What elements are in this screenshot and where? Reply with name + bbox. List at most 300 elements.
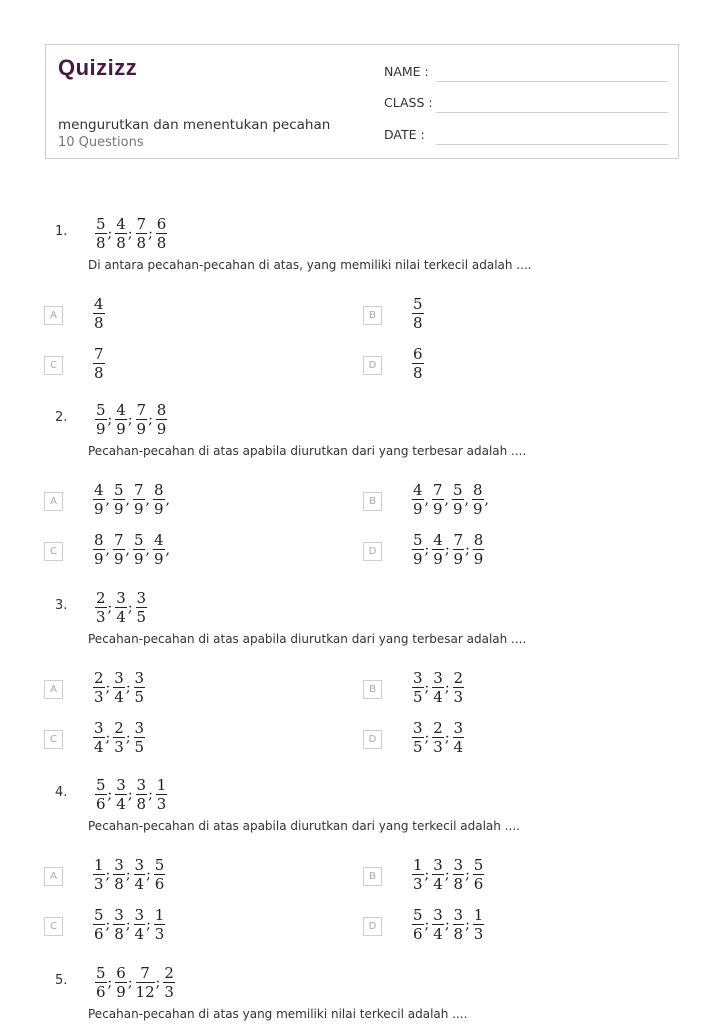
question-count: 10 Questions <box>58 135 144 150</box>
numerator: 3 <box>114 669 124 687</box>
fraction <box>95 965 107 1000</box>
numerator: 1 <box>94 856 104 874</box>
fraction <box>432 482 444 517</box>
fraction <box>93 857 105 892</box>
denominator: 3 <box>94 688 104 706</box>
question-number: 2. <box>55 410 68 425</box>
fraction <box>453 532 465 567</box>
fraction <box>412 346 424 381</box>
denominator: 9 <box>453 500 463 518</box>
denominator: 4 <box>134 925 145 943</box>
fraction <box>154 857 166 892</box>
denominator: 8 <box>116 234 126 252</box>
denominator: 6 <box>154 875 165 893</box>
fraction <box>113 482 125 517</box>
numerator: 1 <box>154 906 165 924</box>
option-a-content <box>93 296 105 331</box>
fraction <box>432 907 444 942</box>
fraction <box>93 482 105 517</box>
fraction-sequence <box>95 590 147 625</box>
numerator: 4 <box>94 295 104 313</box>
fraction <box>412 720 424 755</box>
denominator: 8 <box>453 925 464 943</box>
denominator: 9 <box>134 550 144 568</box>
worksheet-title: mengurutkan dan menentukan pecahan <box>58 117 331 133</box>
fraction <box>136 216 148 251</box>
denominator: 8 <box>114 875 124 893</box>
denominator: 9 <box>413 550 423 568</box>
separator: ; <box>105 867 111 883</box>
separator: ; <box>105 917 111 933</box>
fraction <box>432 532 444 567</box>
fraction <box>452 482 464 517</box>
numerator: 7 <box>136 401 147 419</box>
numerator: 7 <box>453 531 464 549</box>
quizizz-logo: Quizizz <box>58 55 138 80</box>
denominator: 4 <box>134 875 145 893</box>
option-d-content <box>412 532 484 567</box>
denominator: 8 <box>136 795 147 813</box>
numerator: 3 <box>453 856 464 874</box>
denominator: 8 <box>114 925 124 943</box>
separator: , <box>484 492 489 508</box>
fraction <box>136 965 155 1000</box>
date-label: DATE : <box>384 127 425 142</box>
numerator: 3 <box>413 669 423 687</box>
numerator: 3 <box>134 906 145 924</box>
numerator: 3 <box>114 856 124 874</box>
denominator: 3 <box>156 795 167 813</box>
separator: ; <box>465 917 470 933</box>
fraction <box>412 482 424 517</box>
denominator: 4 <box>433 875 443 893</box>
separator: ; <box>424 917 430 933</box>
separator: ; <box>127 600 133 616</box>
numerator: 4 <box>413 481 423 499</box>
numerator: 3 <box>433 669 443 687</box>
numerator: 8 <box>154 481 164 499</box>
denominator: 3 <box>94 875 104 893</box>
numerator: 2 <box>96 589 106 607</box>
option-c-box[interactable]: C <box>44 542 63 561</box>
name-label: NAME : <box>384 64 429 79</box>
denominator: 4 <box>433 925 443 943</box>
numerator: 8 <box>473 481 483 499</box>
separator: ; <box>107 226 113 242</box>
separator: , <box>105 542 110 558</box>
separator: ; <box>146 867 151 883</box>
fraction <box>156 402 168 437</box>
fraction-sequence <box>95 216 167 251</box>
denominator: 3 <box>114 738 124 756</box>
separator: ; <box>465 542 470 558</box>
denominator: 3 <box>413 875 423 893</box>
numerator: 3 <box>433 856 443 874</box>
numerator: 5 <box>94 906 104 924</box>
separator: ; <box>107 787 113 803</box>
fraction <box>93 296 105 331</box>
denominator: 9 <box>94 550 104 568</box>
numerator: 1 <box>156 776 167 794</box>
numerator: 5 <box>96 964 106 982</box>
numerator: 3 <box>116 589 126 607</box>
separator: ; <box>127 975 133 991</box>
question-number: 3. <box>55 598 68 613</box>
fraction <box>95 216 107 251</box>
fraction <box>113 670 125 705</box>
denominator: 6 <box>96 795 106 813</box>
separator: ; <box>107 600 113 616</box>
fraction <box>113 907 125 942</box>
numerator: 3 <box>453 906 464 924</box>
numerator: 4 <box>116 215 126 233</box>
separator: ; <box>465 867 470 883</box>
separator: ; <box>105 680 111 696</box>
fraction-sequence <box>95 777 167 812</box>
denominator: 9 <box>156 420 167 438</box>
fraction <box>136 590 148 625</box>
fraction <box>472 482 484 517</box>
denominator: 3 <box>473 925 484 943</box>
numerator: 3 <box>114 906 124 924</box>
fraction <box>134 907 146 942</box>
numerator: 5 <box>453 481 463 499</box>
denominator: 4 <box>453 738 464 756</box>
numerator: 7 <box>140 964 150 982</box>
denominator: 8 <box>94 314 104 332</box>
fraction <box>153 482 165 517</box>
fraction <box>453 720 465 755</box>
separator: , <box>145 492 150 508</box>
option-a-content <box>93 857 165 892</box>
numerator: 2 <box>164 964 174 982</box>
name-field[interactable] <box>436 81 668 82</box>
numerator: 2 <box>94 669 104 687</box>
denominator: 9 <box>116 983 126 1001</box>
separator: ; <box>444 867 450 883</box>
fraction <box>115 590 127 625</box>
denominator: 3 <box>154 925 165 943</box>
option-c-content <box>93 720 145 755</box>
denominator: 9 <box>154 500 164 518</box>
fraction <box>156 216 168 251</box>
separator: ; <box>127 226 133 242</box>
separator: , <box>464 492 469 508</box>
numerator: 5 <box>473 856 484 874</box>
numerator: 5 <box>96 776 106 794</box>
denominator: 9 <box>154 550 164 568</box>
option-a-content <box>93 482 173 517</box>
fraction <box>156 777 168 812</box>
separator: , <box>125 542 130 558</box>
question-number: 1. <box>55 224 68 239</box>
separator: ; <box>148 412 153 428</box>
option-b-box[interactable]: B <box>363 680 382 699</box>
numerator: 3 <box>413 719 423 737</box>
numerator: 3 <box>433 906 443 924</box>
denominator: 5 <box>134 738 145 756</box>
numerator: 8 <box>473 531 484 549</box>
fraction <box>95 777 107 812</box>
numerator: 2 <box>114 719 124 737</box>
option-c-box[interactable]: C <box>44 917 63 936</box>
denominator: 4 <box>433 688 443 706</box>
denominator: 9 <box>134 500 144 518</box>
fraction <box>432 720 444 755</box>
denominator: 6 <box>96 983 106 1001</box>
question-text: Pecahan-pecahan di atas yang memiliki nilai terkecil adalah .... <box>88 1007 468 1021</box>
fraction <box>412 907 424 942</box>
separator: ; <box>148 226 153 242</box>
numerator: 8 <box>94 531 104 549</box>
separator: ; <box>127 787 133 803</box>
fraction <box>153 532 165 567</box>
option-d-box[interactable]: D <box>363 730 382 749</box>
class-field[interactable] <box>436 112 668 113</box>
separator: ; <box>127 412 133 428</box>
denominator: 8 <box>136 234 147 252</box>
option-a-box[interactable]: A <box>44 680 63 699</box>
denominator: 3 <box>453 688 464 706</box>
denominator: 3 <box>96 608 106 626</box>
denominator: 8 <box>453 875 464 893</box>
separator: , <box>145 542 150 558</box>
fraction-sequence <box>95 965 175 1000</box>
fraction <box>412 670 424 705</box>
denominator: 3 <box>433 738 443 756</box>
separator: ; <box>424 867 430 883</box>
numerator: 7 <box>114 531 124 549</box>
fraction <box>133 482 145 517</box>
numerator: 7 <box>136 215 147 233</box>
numerator: 3 <box>453 719 464 737</box>
question-text: Pecahan-pecahan di atas apabila diurutkan dari yang terbesar adalah .... <box>88 632 527 646</box>
numerator: 3 <box>136 776 147 794</box>
option-d-box[interactable]: D <box>363 356 382 375</box>
numerator: 3 <box>116 776 126 794</box>
numerator: 7 <box>94 345 104 363</box>
fraction <box>95 402 107 437</box>
numerator: 4 <box>94 481 104 499</box>
separator: , <box>125 492 130 508</box>
option-b-box[interactable]: B <box>363 306 382 325</box>
denominator: 9 <box>96 420 106 438</box>
separator: ; <box>125 917 131 933</box>
separator: ; <box>125 867 131 883</box>
separator: ; <box>125 730 131 746</box>
denominator: 9 <box>114 500 124 518</box>
denominator: 5 <box>134 688 145 706</box>
fraction <box>115 402 127 437</box>
option-d-box[interactable]: D <box>363 542 382 561</box>
fraction <box>453 857 465 892</box>
denominator: 3 <box>164 983 174 1001</box>
numerator: 8 <box>156 401 167 419</box>
denominator: 4 <box>116 608 126 626</box>
fraction <box>93 670 105 705</box>
numerator: 5 <box>413 295 423 313</box>
fraction <box>115 777 127 812</box>
numerator: 1 <box>413 856 423 874</box>
option-c-box[interactable]: C <box>44 356 63 375</box>
numerator: 1 <box>473 906 484 924</box>
option-d-box[interactable]: D <box>363 917 382 936</box>
option-c-content <box>93 532 173 567</box>
question-text: Di antara pecahan-pecahan di atas, yang memiliki nilai terkecil adalah .... <box>88 258 532 272</box>
separator: ; <box>125 680 131 696</box>
question-number: 4. <box>55 785 68 800</box>
fraction <box>93 532 105 567</box>
option-d-content <box>412 720 464 755</box>
question-number: 5. <box>55 973 68 988</box>
denominator: 9 <box>473 500 483 518</box>
denominator: 8 <box>413 364 423 382</box>
denominator: 5 <box>413 738 423 756</box>
denominator: 4 <box>116 795 126 813</box>
fraction-sequence <box>95 402 167 437</box>
denominator: 5 <box>413 688 423 706</box>
denominator: 6 <box>473 875 484 893</box>
question-text: Pecahan-pecahan di atas apabila diurutkan dari yang terbesar adalah .... <box>88 444 527 458</box>
denominator: 9 <box>433 550 443 568</box>
fraction <box>134 857 146 892</box>
fraction <box>136 402 148 437</box>
numerator: 5 <box>96 215 106 233</box>
separator: , <box>165 492 170 508</box>
separator: , <box>165 542 170 558</box>
denominator: 9 <box>433 500 443 518</box>
fraction <box>93 907 105 942</box>
numerator: 3 <box>134 669 145 687</box>
separator: ; <box>444 730 450 746</box>
fraction <box>115 965 127 1000</box>
denominator: 9 <box>116 420 126 438</box>
numerator: 6 <box>156 215 167 233</box>
option-b-box[interactable]: B <box>363 867 382 886</box>
option-c-box[interactable]: C <box>44 730 63 749</box>
denominator: 8 <box>96 234 106 252</box>
class-label: CLASS : <box>384 95 433 110</box>
denominator: 9 <box>136 420 147 438</box>
denominator: 8 <box>156 234 167 252</box>
denominator: 8 <box>413 314 423 332</box>
denominator: 9 <box>453 550 464 568</box>
numerator: 6 <box>116 964 126 982</box>
option-b-content <box>412 857 484 892</box>
denominator: 9 <box>114 550 124 568</box>
question-text: Pecahan-pecahan di atas apabila diurutkan dari yang terkecil adalah .... <box>88 819 520 833</box>
separator: ; <box>107 975 113 991</box>
numerator: 5 <box>96 401 106 419</box>
fraction <box>136 777 148 812</box>
option-c-content <box>93 346 105 381</box>
numerator: 6 <box>413 345 423 363</box>
fraction <box>154 907 166 942</box>
fraction <box>113 532 125 567</box>
option-c-content <box>93 907 165 942</box>
separator: ; <box>146 917 151 933</box>
numerator: 3 <box>134 719 145 737</box>
numerator: 5 <box>114 481 124 499</box>
denominator: 4 <box>94 738 104 756</box>
separator: ; <box>107 412 113 428</box>
numerator: 2 <box>453 669 464 687</box>
numerator: 3 <box>94 719 104 737</box>
option-b-box[interactable]: B <box>363 492 382 511</box>
numerator: 4 <box>154 531 164 549</box>
denominator: 4 <box>114 688 124 706</box>
fraction <box>134 720 146 755</box>
fraction <box>412 532 424 567</box>
separator: , <box>424 492 429 508</box>
numerator: 3 <box>136 589 147 607</box>
fraction <box>453 907 465 942</box>
separator: ; <box>155 975 161 991</box>
fraction <box>95 590 107 625</box>
numerator: 5 <box>413 906 423 924</box>
denominator: 6 <box>94 925 104 943</box>
denominator: 12 <box>135 983 155 1001</box>
option-b-content <box>412 296 424 331</box>
denominator: 6 <box>413 925 423 943</box>
numerator: 7 <box>134 481 144 499</box>
fraction <box>432 670 444 705</box>
fraction <box>93 720 105 755</box>
fraction <box>115 216 127 251</box>
numerator: 5 <box>154 856 165 874</box>
fraction <box>133 532 145 567</box>
option-d-content <box>412 346 424 381</box>
fraction <box>163 965 175 1000</box>
numerator: 4 <box>116 401 126 419</box>
numerator: 3 <box>134 856 145 874</box>
option-a-box[interactable]: A <box>44 306 63 325</box>
fraction <box>113 857 125 892</box>
denominator: 9 <box>473 550 484 568</box>
option-a-box[interactable]: A <box>44 867 63 886</box>
worksheet-header <box>45 44 679 159</box>
separator: , <box>444 492 449 508</box>
fraction <box>93 346 105 381</box>
numerator: 5 <box>134 531 144 549</box>
fraction <box>453 670 465 705</box>
separator: ; <box>444 917 450 933</box>
denominator: 9 <box>94 500 104 518</box>
date-field[interactable] <box>436 144 668 145</box>
separator: ; <box>444 680 450 696</box>
fraction <box>473 857 485 892</box>
numerator: 4 <box>433 531 443 549</box>
separator: ; <box>105 730 111 746</box>
fraction <box>113 720 125 755</box>
denominator: 9 <box>413 500 423 518</box>
denominator: 5 <box>136 608 147 626</box>
separator: , <box>105 492 110 508</box>
separator: ; <box>424 730 430 746</box>
fraction <box>412 296 424 331</box>
option-a-box[interactable]: A <box>44 492 63 511</box>
option-b-content <box>412 482 492 517</box>
fraction <box>432 857 444 892</box>
separator: ; <box>148 787 153 803</box>
option-a-content <box>93 670 145 705</box>
option-b-content <box>412 670 464 705</box>
separator: ; <box>444 542 450 558</box>
separator: ; <box>424 680 430 696</box>
numerator: 5 <box>413 531 423 549</box>
numerator: 7 <box>433 481 443 499</box>
fraction <box>412 857 424 892</box>
